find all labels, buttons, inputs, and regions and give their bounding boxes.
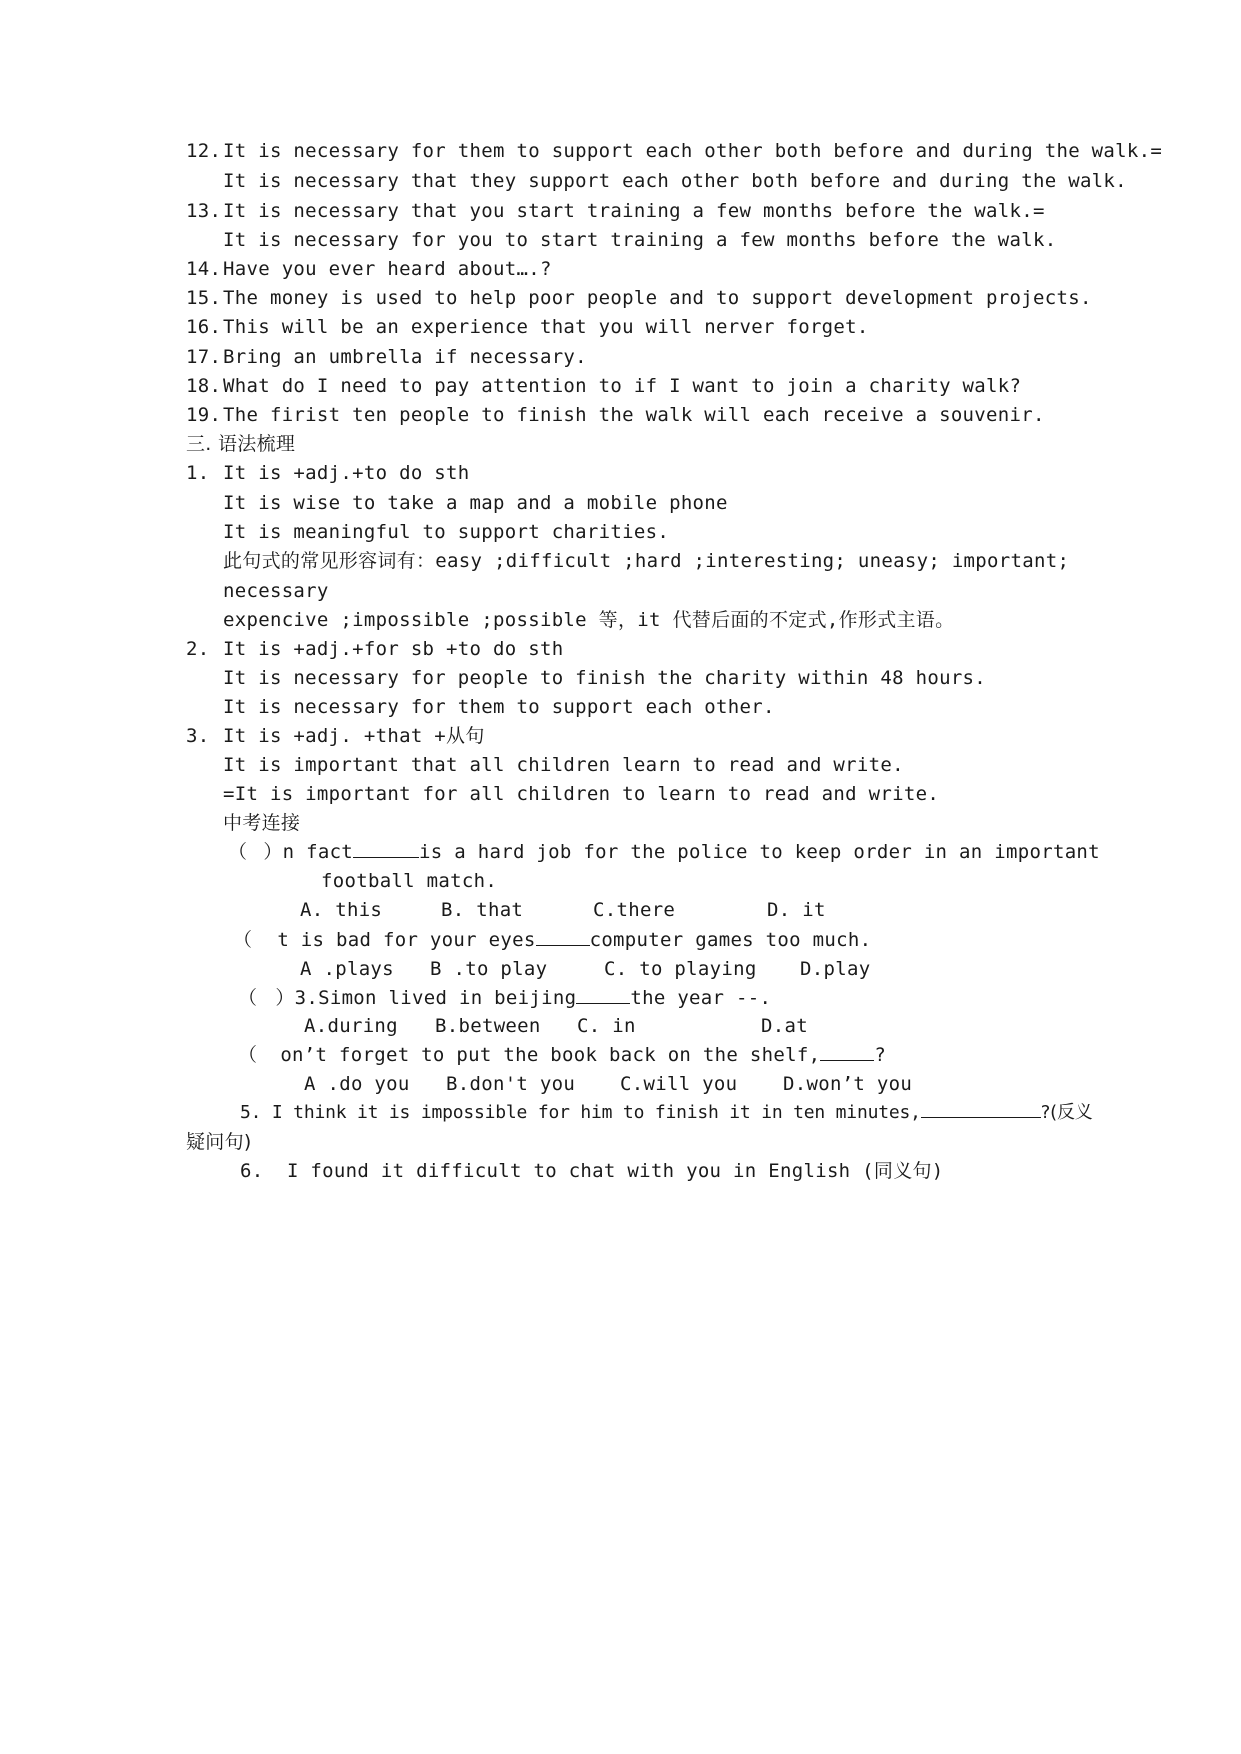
exam-question-2	[233, 926, 871, 954]
sentence-14	[186, 255, 552, 283]
item-number: 12.	[186, 140, 222, 162]
item-number: 13.	[186, 200, 222, 222]
option-a: A. this	[300, 899, 383, 921]
question-text: ?(反义	[1040, 1102, 1093, 1123]
grammar-pattern: It is +adj. +that +从句	[223, 725, 485, 747]
item-number: 18.	[186, 375, 222, 397]
question-paren: （	[228, 841, 248, 863]
sentence-text: It is necessary for them to support each other both before and during the walk.=	[223, 140, 1163, 162]
question-text: ）n fact	[263, 841, 354, 863]
grammar-point-1	[186, 459, 470, 487]
option-d: D.at	[761, 1015, 808, 1037]
sentence-text: What do I need to pay attention to if I want to join a charity walk?	[223, 375, 1022, 397]
sentence-text: It is necessary that you start training a few months before the walk.=	[223, 200, 1045, 222]
answer-blank[interactable]	[536, 927, 590, 946]
sentence-text: The firist ten people to finish the walk will each receive a souvenir.	[223, 404, 1045, 426]
example-sentence: It is meaningful to support charities.	[223, 521, 670, 543]
exam-question-5	[240, 1099, 1093, 1127]
option-c: C.will you	[620, 1073, 738, 1095]
answer-blank[interactable]	[353, 839, 419, 858]
item-number: 19.	[186, 404, 222, 426]
grammar-note: expencive ;impossible ;possible 等，it 代替后面的不定式,作形式主语。	[223, 609, 955, 631]
item-number: 3.	[186, 725, 210, 747]
answer-blank[interactable]	[576, 985, 630, 1004]
item-number: 16.	[186, 316, 222, 338]
option-a: A.during	[304, 1015, 398, 1037]
sentence-text: It is necessary for you to start training a few months before the walk.	[223, 229, 1057, 251]
option-b: B.don't you	[446, 1073, 576, 1095]
grammar-point-2	[186, 635, 563, 663]
answer-blank[interactable]	[820, 1042, 874, 1061]
sentence-12	[186, 137, 1162, 165]
exam-question-4	[238, 1041, 886, 1069]
option-d: D.play	[800, 958, 871, 980]
option-d: D. it	[767, 899, 826, 921]
sentence-17	[186, 343, 587, 371]
exam-question-1	[228, 838, 1100, 866]
question-text: t is bad for your eyes	[277, 929, 536, 951]
grammar-point-3	[186, 722, 485, 750]
sentence-12-alt	[223, 167, 1127, 195]
exam-heading: 中考连接	[223, 812, 301, 834]
question-text: is a hard job for the police to keep order in an important	[419, 841, 1100, 863]
example-sentence: It is wise to take a map and a mobile phone	[223, 492, 728, 514]
item-number: 15.	[186, 287, 222, 309]
sentence-18	[186, 372, 1021, 400]
option-b: B. that	[441, 899, 524, 921]
question-paren: （	[233, 929, 253, 951]
question-text: 5. I think it is impossible for him to finish it in ten minutes,	[240, 1102, 921, 1123]
question-continuation: 疑问句)	[186, 1131, 252, 1153]
option-c: C.there	[593, 899, 676, 921]
exam-question-3	[238, 984, 771, 1012]
option-a: A .plays	[300, 958, 394, 980]
question-text: ）3.Simon lived in beijing	[275, 987, 577, 1009]
option-b: B.between	[435, 1015, 541, 1037]
option-c: C. to playing	[604, 958, 757, 980]
option-c: C. in	[577, 1015, 636, 1037]
option-d: D.won’t you	[783, 1073, 913, 1095]
item-number: 17.	[186, 346, 222, 368]
question-text: ?	[874, 1044, 887, 1066]
question-text: computer games too much.	[589, 929, 872, 951]
question-text: on’t forget to put the book back on the shelf,	[280, 1044, 821, 1066]
sentence-16	[186, 313, 869, 341]
option-b: B .to play	[430, 958, 548, 980]
sentence-text: This will be an experience that you will nerver forget.	[223, 316, 869, 338]
exam-question-6: 6. I found it difficult to chat with you in English (同义句)	[240, 1160, 944, 1182]
item-number: 2.	[186, 638, 210, 660]
question-text: the year --.	[630, 987, 772, 1009]
grammar-heading: 三. 语法梳理	[186, 433, 296, 455]
question-paren: （	[238, 987, 258, 1009]
example-sentence: =It is important for all children to learn to read and write.	[223, 783, 940, 805]
item-number: 14.	[186, 258, 222, 280]
sentence-text: Bring an umbrella if necessary.	[223, 346, 587, 368]
sentence-text: The money is used to help poor people and to support development projects.	[223, 287, 1092, 309]
sentence-13	[186, 197, 1045, 225]
grammar-note: necessary	[223, 580, 329, 602]
example-sentence: It is important that all children learn to read and write.	[223, 754, 904, 776]
question-paren: （	[238, 1044, 258, 1066]
grammar-pattern: It is +adj.+to do sth	[223, 462, 470, 484]
grammar-note: 此句式的常见形容词有：easy ;difficult ;hard ;interesting; uneasy; important;	[223, 550, 1070, 572]
sentence-13-alt	[223, 226, 1056, 254]
answer-blank[interactable]	[921, 1099, 1041, 1118]
sentence-19	[186, 401, 1045, 429]
sentence-text: It is necessary that they support each other both before and during the walk.	[223, 170, 1127, 192]
question-continuation: football match.	[321, 870, 498, 892]
option-a: A .do you	[304, 1073, 410, 1095]
sentence-text: Have you ever heard about….?	[223, 258, 552, 280]
example-sentence: It is necessary for people to finish the charity within 48 hours.	[223, 667, 987, 689]
item-number: 1.	[186, 462, 210, 484]
grammar-pattern: It is +adj.+for sb +to do sth	[223, 638, 564, 660]
sentence-15	[186, 284, 1092, 312]
example-sentence: It is necessary for them to support each other.	[223, 696, 775, 718]
